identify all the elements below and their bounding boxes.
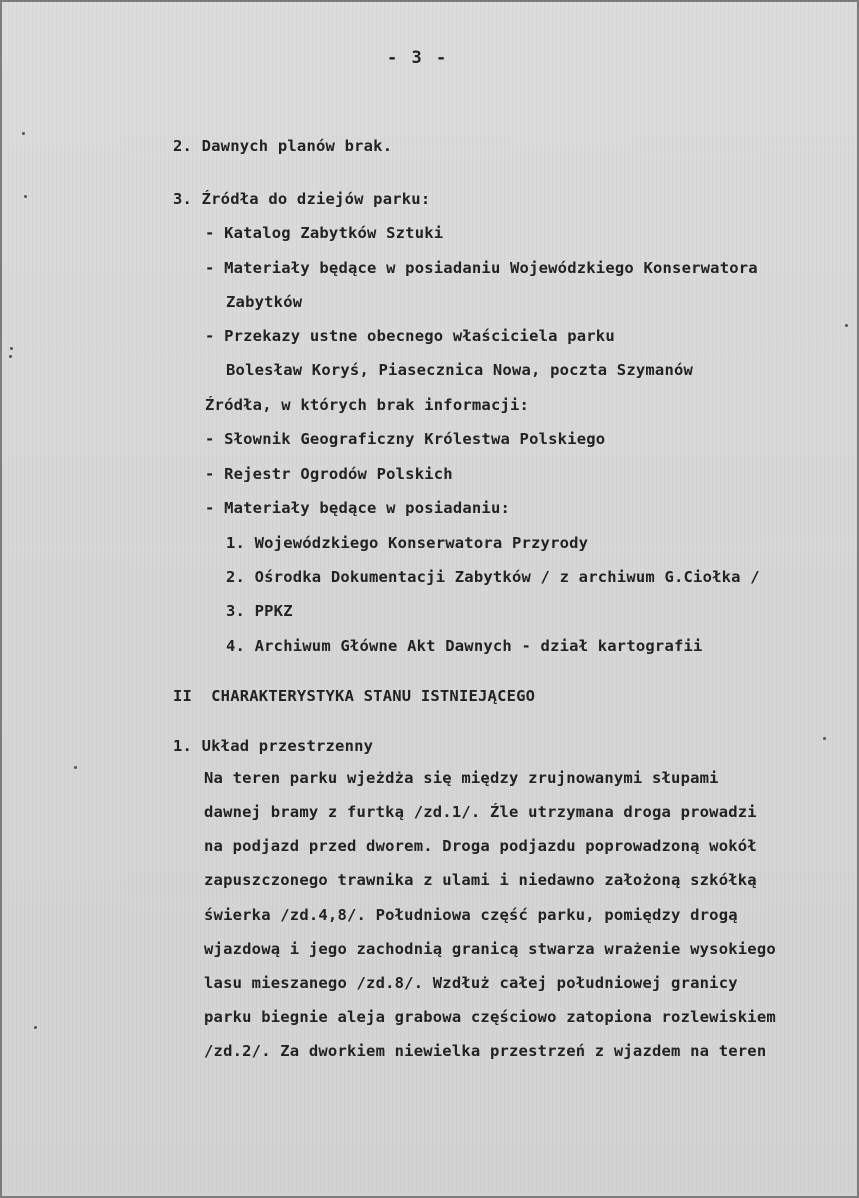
body-line: dawnej bramy z furtką /zd.1/. Źle utrzymana droga prowadzi bbox=[204, 803, 757, 821]
scan-speck bbox=[34, 1026, 37, 1029]
no-info-item: - Rejestr Ogrodów Polskich bbox=[205, 465, 453, 483]
numbered-source: 4. Archiwum Główne Akt Dawnych - dział kartografii bbox=[226, 637, 703, 655]
no-info-heading: Źródła, w których brak informacji: bbox=[205, 396, 530, 414]
source-item: - Materiały będące w posiadaniu Wojewódzkiego Konserwatora bbox=[205, 259, 758, 277]
body-line: zapuszczonego trawnika z ulami i niedawno założoną szkółką bbox=[204, 871, 757, 889]
scan-speck bbox=[24, 195, 27, 198]
source-item: - Przekazy ustne obecnego właściciela parku bbox=[205, 327, 615, 345]
numbered-source: 3. PPKZ bbox=[226, 602, 293, 620]
body-line: lasu mieszanego /zd.8/. Wzdłuż całej południowej granicy bbox=[204, 974, 738, 992]
scan-speck bbox=[22, 132, 25, 135]
section-2-plans: 2. Dawnych planów brak. bbox=[173, 137, 393, 155]
source-item: - Katalog Zabytków Sztuki bbox=[205, 224, 444, 242]
scan-speck bbox=[10, 347, 13, 350]
scan-speck bbox=[845, 324, 848, 327]
body-line: wjazdową i jego zachodnią granicą stwarza wrażenie wysokiego bbox=[204, 940, 776, 958]
body-line: świerka /zd.4,8/. Południowa część parku, pomiędzy drogą bbox=[204, 906, 738, 924]
numbered-source: 2. Ośrodka Dokumentacji Zabytków / z archiwum G.Ciołka / bbox=[226, 568, 760, 586]
layout-heading: 1. Układ przestrzenny bbox=[173, 737, 374, 755]
scan-speck bbox=[9, 355, 12, 358]
scan-speck bbox=[74, 766, 77, 769]
numbered-source: 1. Wojewódzkiego Konserwatora Przyrody bbox=[226, 534, 589, 552]
section-3-heading: 3. Źródła do dziejów parku: bbox=[173, 190, 431, 208]
no-info-item: - Materiały będące w posiadaniu: bbox=[205, 499, 511, 517]
chapter-ii-heading: II CHARAKTERYSTYKA STANU ISTNIEJĄCEGO bbox=[173, 687, 536, 705]
page-number: - 3 - bbox=[387, 48, 449, 68]
no-info-item: - Słownik Geograficzny Królestwa Polskiego bbox=[205, 430, 606, 448]
body-line: /zd.2/. Za dworkiem niewielka przestrzeń z wjazdem na teren bbox=[204, 1042, 767, 1060]
source-item-continuation: Zabytków bbox=[226, 293, 303, 311]
body-line: na podjazd przed dworem. Droga podjazdu poprowadzoną wokół bbox=[204, 837, 757, 855]
body-line: Na teren parku wjeżdża się między zrujnowanymi słupami bbox=[204, 769, 719, 787]
body-line: parku biegnie aleja grabowa częściowo zatopiona rozlewiskiem bbox=[204, 1008, 776, 1026]
source-item-continuation: Bolesław Koryś, Piasecznica Nowa, poczta Szymanów bbox=[226, 361, 694, 379]
scan-speck bbox=[823, 737, 826, 740]
